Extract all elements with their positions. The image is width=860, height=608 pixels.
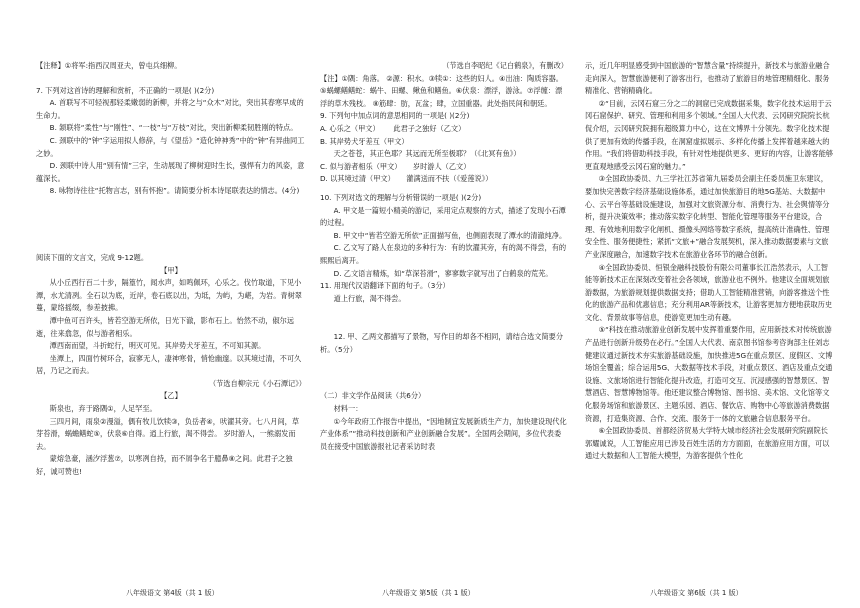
q10-option-c: C. 乙文写了路人在泉边的多种行为：有的饮濯其旁，有的渴不得尝，有的熙熙后离开。 <box>320 243 567 265</box>
q7-option-c: C. 颈联中的“钟”字运用拟人修辞，与《望岳》“造化钟神秀”中的“钟”有异曲同工之妙。 <box>36 135 305 158</box>
text-yi-title: 【乙】 <box>160 391 182 401</box>
jia-source: （节选自柳宗元《小石潭记》） <box>208 378 306 388</box>
jia-para-1: 从小丘西行百二十步，隔篁竹，闻水声，如鸣佩环，心乐之。伐竹取道，下见小潭，水尤清冽。全石以为底，近岸，卷石底以出，为坻，为屿，为嵁，为岩。青树翠蔓，蒙络摇缀，参差披拂。 <box>36 278 302 313</box>
material-para-6: ⑥全国政协委员、首都经济贸易大学特大城市经济社会发展研究院副院长郭耀诚说，人工智能应用已涉及百姓生活的方方面面，在旅游应用方面，可以通过大数据和人工智能大模型，为游客提供个性化 <box>585 426 830 461</box>
q7-option-b: B. 颔联将“柔性”与“刚性”、“一枝”与“万枝”对比，突出新柳柔韧胜刚的特点。 <box>49 123 298 133</box>
text-jia-title: 【甲】 <box>160 265 182 275</box>
yi-para-1: 斯泉也，弃于路隅①，人足罕至。 <box>49 404 157 414</box>
yi-notes: 【注】①隅：角落。 ②源：积水。③犊①：这些的妇人。④出油：陶质容器。⑤蜗螺鳝鳝蛇：蜗牛、田螺、鳅鱼和鳝鱼。⑥伏泉：漂浮，游泳。⑦浮缠：漂浮的草木残枝。 ⑧筋肆：肪，瓦盆；肆，立国重器。此处指民间和朝廷。 <box>320 73 563 108</box>
material-para-2: ②“目前，云冈石窟三分之二的洞窟已完成数据采集，数字化技术运用于云冈石窟保护、研究、管理和利用多个领域。”全国人大代表、云冈研究院院长杭侃介绍，云冈研究院拥有超级算力中心，这在文博界十分领先。数字化技术提供了更加有效的传播手段，在洞窟虚拟展示、多样化传播上发挥着越来越大的作用。“我们将借助科技手段，有针对性地提供更多、更好的内容，让游客能够更直观地感受云冈石窟的魅力。” <box>585 98 834 171</box>
question-12: 12. 甲、乙两文都描写了景物，写作目的却各不相同，请结合选文简要分析。（5分） <box>320 332 564 354</box>
question-8: 8. 咏物诗往往“托物言志，别有怀抱”。请简要分析本诗尾联表达的情志。(4分) <box>49 186 300 196</box>
material-1-label: 材料一： <box>333 404 363 414</box>
page-footer-5: 八年级语文 第5版（共 1 版） <box>382 589 475 597</box>
q9-option-b: B. 其岸势犬牙差互（甲文） <box>320 136 409 146</box>
question-9: 9. 下列句中加点词的意思相同的一项是( )(2分) <box>320 111 470 121</box>
material-para-5: ⑤“科技在推动旅游业创新发展中发挥着重要作用，应用新技术对传统旅游产品进行创新升级势在必行。”全国人大代表、南京图书馆参考咨询部主任刘志健建议通过新技术夯实旅游基础设施，加快推进5G在重点景区、度假区、文博场馆全覆盖；综合运用5G、大数据等技术手段，对重点景区、酒店及重点交通设施、文旅场馆进行智能化提升改造，打造可交互、沉浸感强的智慧景区、智慧酒店、智慧博物馆等。他还建议整合博物馆、图书馆、美术馆、文化馆等文化服务场馆和旅游景区、主题乐园、酒店、餐饮店、购物中心等旅游消费数据资源，打造集资源、合作、交流、服务于一体的文旅融合信息服务平台。 <box>585 325 833 423</box>
yi-source: （节选自李昭纪《记白鹤泉》，有删改） <box>442 61 568 70</box>
q10-option-a: A. 甲文是一篇短小精美的游记，采用定点观察的方式，描述了发现小石潭的过程。 <box>320 205 566 228</box>
q9-option-d: D. 以其境过清（甲文） 灌满送而不扶（《爱莲说》） <box>320 174 493 184</box>
question-11: 11. 用现代汉语翻译下面的句子。（3分） <box>320 281 450 291</box>
reading-intro: 阅读下面的文言文，完成 9-12题。 <box>36 252 149 262</box>
material-para-cont: 示，近几年明显感受到中国旅游的“智慧含量”持续提升，新技术与旅游业融合走向深入，智慧旅游便利了游客出行，也推动了旅游目的地管理精细化、服务精准化、营销精确化。 <box>585 61 830 96</box>
question-10: 10. 下列对选文的理解与分析错误的一项是( )(2分) <box>320 192 482 202</box>
q9-option-a: A. 心乐之（甲文） 此君子之独好（乙文） <box>320 123 466 133</box>
page-footer-4: 八年级语文 第4版（共 1 版） <box>126 589 219 597</box>
jia-para-4: 坐潭上，四面竹树环合，寂寥无人，凄神寒骨，悄怆幽邃。以其境过清，不可久居，乃记之而去。 <box>36 353 302 376</box>
q7-option-d: D. 颈联中诗人用“别有情”三字，生动展现了柳树迎时生长，强悍有力的风姿，意蕴深长。 <box>36 161 305 183</box>
column-middle <box>320 60 568 453</box>
material-para-3: ③全国政协委员、九三学社江苏省第九届委员会副主任委员施卫东建议，要加快完善数字经济基础设施体系，通过加快旅游目的地5G基站、大数据中心、云平台等基础设施建设，加强对文旅资源分布、消费行为、社会舆情等分析，提升决策效率；推动落实数字化转型、智能化管理等服务平台建设，合理、有效地利用数字化闸机、摄像头网络等数字系统，提高统计准确性、管理安全性、服务便捷性；紧抓“文旅+”融合发展契机，深入推动数据要素与文旅产业深度融合，加速数字技术在旅游业各环节的融合创新。 <box>585 174 830 259</box>
section-2-title: （二）非文学作品阅读（共6分） <box>320 391 426 401</box>
poem-note: 【注释】①将军:指西汉周亚夫，曾屯兵细柳。 <box>36 61 182 70</box>
page-footer-6: 八年级语文 第6版（共 1 版） <box>650 589 743 597</box>
q10-option-b: B. 甲文中“皆若空游无所依”正面描写鱼，也侧面表现了潭水的清澈纯净。 <box>333 230 567 240</box>
q9-option-b-pair: 天之苍苍，其正色耶？其远而无所至极耶？（《北冥有鱼》） <box>333 149 521 159</box>
q10-option-d: D. 乙文语言精炼，如“草深苔滑”，寥寥数字就写出了白鹤泉的荒芜。 <box>333 268 553 278</box>
q9-option-c: C. 似与游者相乐（甲文） 岁时游人（乙文） <box>320 161 471 171</box>
yi-para-3: 蒙熔急豪，涵汐浮葱⑦，以寒冽自持，而不屑争名于臆鼻⑧之间。此君子之独好，诚可赞也! <box>36 454 293 477</box>
column-right <box>585 60 835 463</box>
material-1-para-1: ①今年政府工作报告中提出，“因地制宜发展新质生产力，加快建设现代化产业体系”“推动科技创新和产业创新融合发展”。全国两会期间，多位代表委员在接受中国旅游报社记者采访时表 <box>320 416 567 451</box>
jia-para-2: 潭中鱼可百许头，皆若空游无所依，日光下澈，影布石上。怡然不动，俶尔远逝，往来翕忽，似与游者相乐。 <box>36 315 295 338</box>
material-para-4: ④全国政协委员、恒银金融科技股份有限公司董事长江浩然表示，人工智能等新技术正在深刻改变着社会各领域，旅游业也不例外。他建议全面规划旅游数据，为旅游规划提供数据支持；借助人工智能精准营销，向游客推送个性化的旅游产品和优惠信息；充分利用AR等新技术，让游客更加方便地获取历史文化、背景故事等信息，使游览更加生动有趣。 <box>585 262 833 322</box>
q7-option-a: A. 首联写不可轻视那轻柔嫩弱的新柳，并将之与“众木”对比，突出其春寒早成的生命力。 <box>36 98 304 120</box>
yi-para-2: 三四月间，雨泉②漫溢，偶有牧儿饮犊③，负岳者④，吠濯其旁。七八月间，草芽苔滑，蜗蟾鳝蛇⑤，伏泉⑥自得。逍上行旅，渴不得尝。 岁时游人，一熊溺发而去。 <box>36 416 300 451</box>
question-7: 7. 下列对这首诗的理解和赏析，不正确的一项是( )(2分) <box>36 85 215 95</box>
q11-sentence: 道上行旅，渴不得尝。 <box>333 293 406 303</box>
jia-para-3: 潭西南而望，斗折蛇行，明灭可见。其岸势犬牙差互，不可知其源。 <box>49 341 266 351</box>
column-left <box>36 60 306 479</box>
